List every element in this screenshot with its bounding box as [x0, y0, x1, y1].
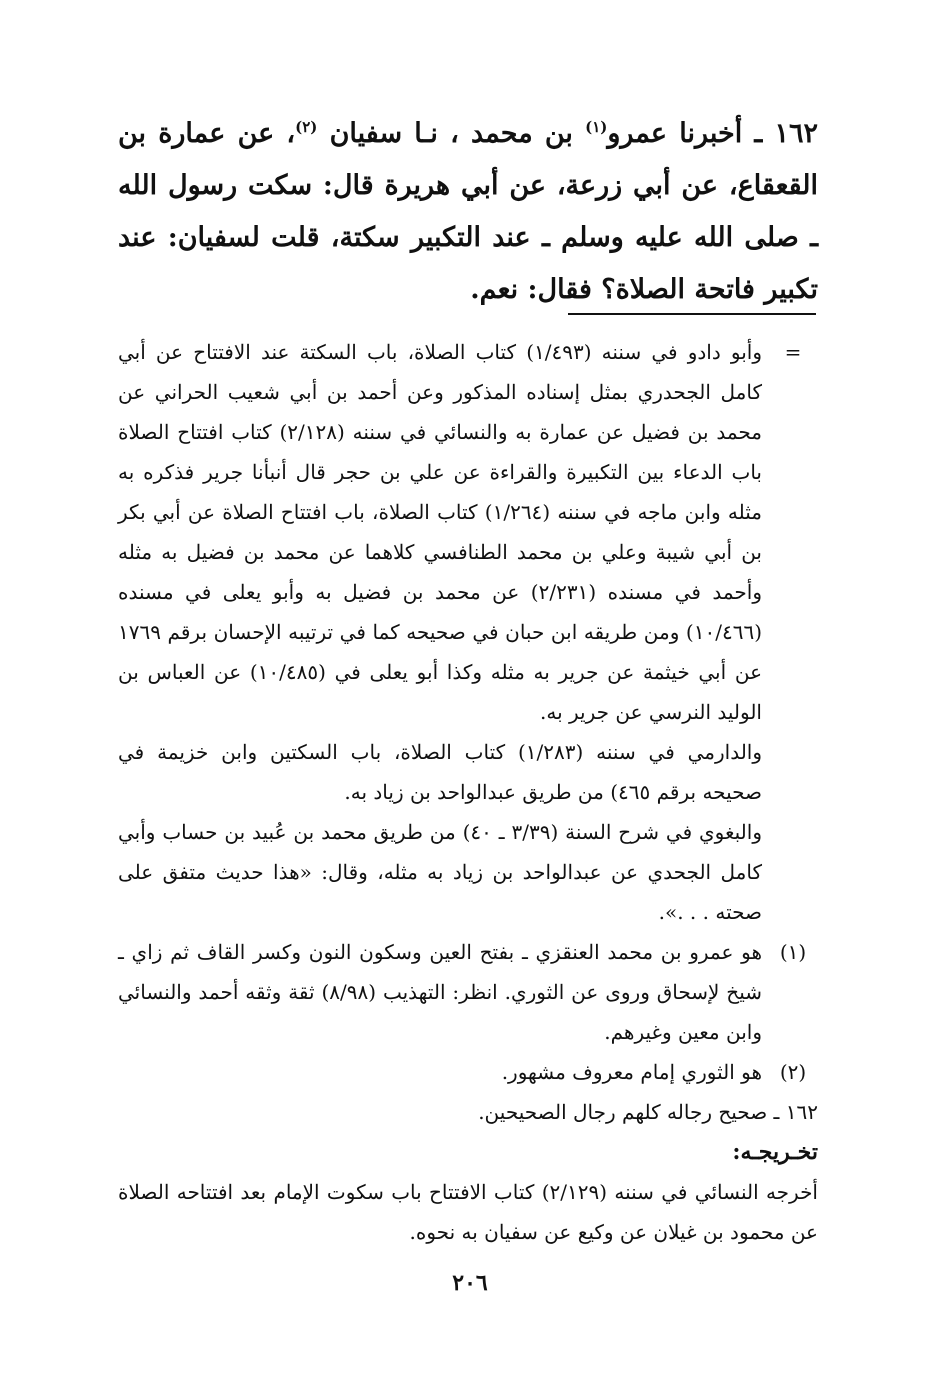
footnote-ref-1: (١) [585, 118, 608, 136]
takhrij-text: أخرجه النسائي في سننه (٢/١٢٩) كتاب الافتتاح باب سكوت الإمام بعد افتتاحه الصلاة عن محمود بن غيلان عن وكيع عن سفيان به نحوه. [118, 1180, 818, 1244]
footnote-1-marker: (١) [779, 940, 807, 964]
footnote-2-text: هو الثوري إمام معروف مشهور. [501, 1060, 762, 1084]
footnote-1 [118, 932, 818, 1052]
takhrij-heading: تخـريجـه: [732, 1139, 818, 1165]
hadith-text-part2: بن محمد ، نـا سفيان [317, 118, 586, 149]
footnote-divider [568, 313, 816, 315]
baghawi-note: والبغوي في شرح السنة (٣/٣٩ ـ ٤٠) من طريق محمد بن عُبيد بن حساب وأبي كامل الجحدي عن عبدالواحد بن زياد به مثله، وقال: «هذا حديث متفق على صحته . . .». [118, 820, 762, 924]
footnote-1-text: هو عمرو بن محمد العنقزي ـ بفتح العين وسكون النون وكسر القاف ثم زاي ـ شيخ لإسحاق وروى عن الثوري. انظر: التهذيب (٨/٩٨) ثقة وثقه أحمد والنسائي وابن معين وغيرهم. [118, 940, 763, 1044]
hadith-number: ١٦٢ ـ [754, 118, 818, 149]
continuation-marker: = [784, 340, 802, 364]
hadith-grading-note: ١٦٢ ـ صحيح رجاله كلهم رجال الصحيحين. [478, 1100, 818, 1124]
footnote-2 [118, 1052, 818, 1092]
footnotes-section [118, 332, 818, 1252]
footnote-2-marker: (٢) [779, 1060, 807, 1084]
continuation-note [118, 332, 818, 732]
hadith-text-part1: أخبرنا عمرو [607, 118, 755, 149]
darimi-note: والدارمي في سننه (١/٢٨٣) كتاب الصلاة، باب السكتين وابن خزيمة في صحيحه برقم ٤٦٥) من طريق عبدالواحد بن زياد به. [118, 740, 763, 804]
hadith-main-text [118, 108, 818, 316]
hadith-text-part3: ، عن عمارة بن القعقاع، عن أبي زرعة، عن أبي هريرة قال: سكت رسول الله ـ صلى الله عليه وسلم ـ عند التكبير سكتة، قلت لسفيان: عند تكبير فاتحة الصلاة؟ فقال: نعم. [118, 118, 818, 305]
continuation-text: وأبو دادو في سننه (١/٤٩٣) كتاب الصلاة، باب السكتة عند الافتتاح عن أبي كامل الجحدري بمثل إسناده المذكور وعن أحمد بن أبي شعيب الحراني عن محمد بن فضيل عن عمارة به والنسائي في سننه (٢/١٢٨) كتاب افتتاح الصلاة باب الدعاء بين التكبيرة والقراءة عن علي بن حجر قال أنبأنا جرير فذكره به مثله وابن ماجه في سننه (١/٢٦٤) كتاب الصلاة، باب افتتاح الصلاة عن أبي بكر بن أبي شيبة وعلي بن محمد الطنافسي كلاهما عن محمد بن فضيل به مثله وأحمد في مسنده (٢/٢٣١) عن محمد بن فضيل به وأبو يعلى في مسنده (١٠/٤٦٦) ومن طريقه ابن حبان في صحيحه كما في ترتيبه الإحسان برقم ١٧٦٩ عن أبي خيثمة عن جرير به مثله وكذا أبو يعلى في (١٠/٤٨٥) عن العباس بن الوليد النرسي عن جرير به. [118, 340, 763, 724]
page-number: ٢٠٦ [452, 1270, 488, 1296]
footnote-ref-2: (٢) [295, 118, 318, 136]
